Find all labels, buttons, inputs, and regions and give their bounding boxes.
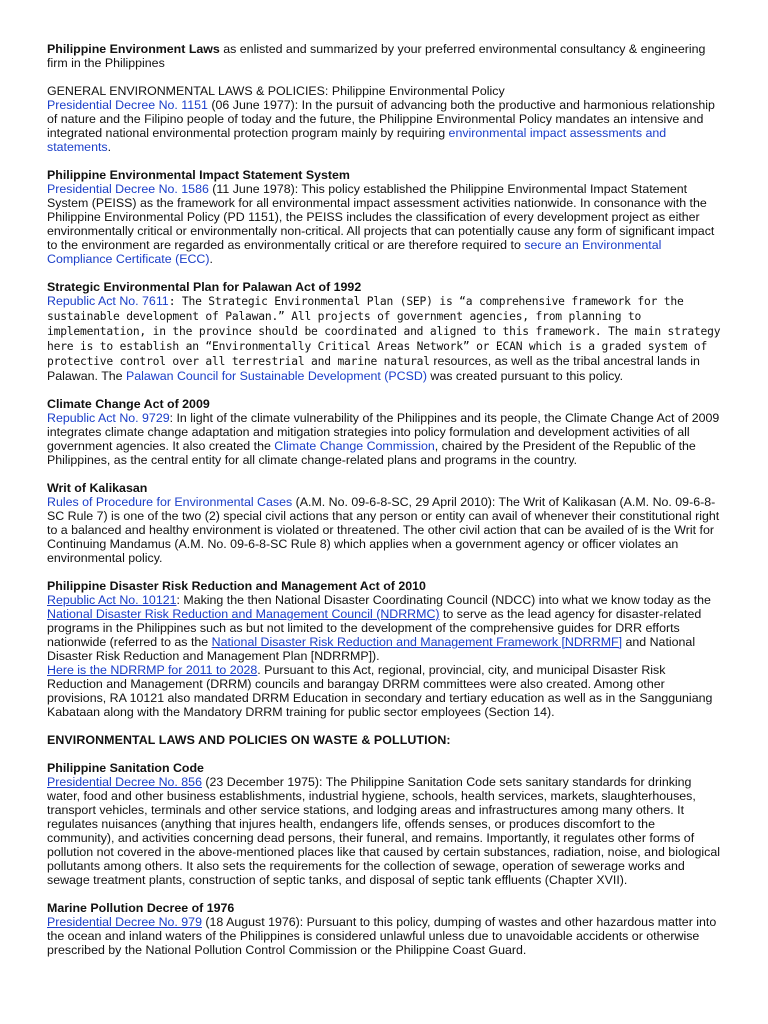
kalikasan-paragraph: Rules of Procedure for Environmental Cases (A.M. No. 09-6-8-SC, 29 April 2010): The Writ of Kalikasan (A.M. No. 09-6-8-SC Rule 7) is one of the two (2) special civil actions that any person or entity can avail of whenever their constitutional right to a balanced and healthy environment is violated or threatened. The other civil action that can be availed of is the Writ for Continuing Mandamus (A.M. No. 09-6-8-SC Rule 8) which applies when a government agency or officer violates an environmental policy. [47,495,720,565]
drrm-heading: Philippine Disaster Risk Reduction and Management Act of 2010 [47,579,426,593]
ra7611-link[interactable]: Republic Act No. 7611 [47,294,169,308]
cca-paragraph: Republic Act No. 9729: In light of the climate vulnerability of the Philippines and its people, the Climate Change Act of 2009 integrates climate change adaptation and mitigation strategies into policy formulation and development activities of all government agencies. It also created the Climate Change Commission, chaired by the President of the Republic of the Philippines, as the central entity for all climate change-related plans and programs in the country. [47,411,720,467]
intro-title: Philippine Environment Laws [47,42,220,56]
peiss-paragraph: Presidential Decree No. 1586 (11 June 1978): This policy established the Philippine Environmental Impact Statement System (PEISS) as the framework for all environmental impact assessment activities nationwide. In consonance with the Philippine Environmental Policy (PD 1151), the PEISS includes the classification of every development project as either environmentally critical or environmentally non-critical. All projects that can potentially cause any form of significant impact to the environment are regarded as environmentally critical or are therefore required to secure an Environmental Compliance Certificate (ECC). [47,182,715,266]
marine-heading: Marine Pollution Decree of 1976 [47,901,235,915]
pcsd-link[interactable]: Palawan Council for Sustainable Development (PCSD) [125,369,427,383]
ndrrmf-link[interactable]: National Disaster Risk Reduction and Management Framework [NDRRMF] [211,635,623,649]
marine-paragraph: Presidential Decree No. 979 (18 August 1976): Pursuant to this policy, dumping of wastes and other hazardous matter into the ocean and inland waters of the Philippines is considered unlawful unless due to unavoidable accidents or otherwise prescribed by the National Pollution Control Commission or the Philippine Coast Guard. [47,915,717,957]
ecc-link[interactable]: secure an Environmental Compliance Certificate (ECC) [47,238,662,266]
section-sep [47,280,722,383]
cca-heading: Climate Change Act of 2009 [47,397,210,411]
section-drrm [47,579,722,719]
section-marine [47,901,722,957]
pd856-link[interactable]: Presidential Decree No. 856 [47,775,202,789]
ndrrmc-link[interactable]: National Disaster Risk Reduction and Management Council (NDRRMC) [47,607,440,621]
sanitation-paragraph: Presidential Decree No. 856 (23 December 1975): The Philippine Sanitation Code sets sanitary standards for drinking water, food and other business establishments, industrial hygiene, schools, health services, markets, slaughterhouses, transport vehicles, terminals and other service stations, and lodging areas and infrastructures among many others. It regulates nuisances (anything that injures health, endangers life, offends senses, or produces discomfort to the community), and activities concerning dead persons, their funeral, and remains. Importantly, it regulates other forms of pollution not covered in the above-mentioned places like that caused by certain substances, radiation, noise, and biological pollutants among others. It also sets the requirements for the collection of sewage, operation of sewerage works and sewage treatment plants, construction of septic tanks, and disposal of septic tank effluents (Chapter XVII). [47,775,720,887]
general-heading: GENERAL ENVIRONMENTAL LAWS & POLICIES: Philippine Environmental Policy [47,84,505,98]
ra10121-link[interactable]: Republic Act No. 10121 [47,593,177,607]
kalikasan-heading: Writ of Kalikasan [47,481,148,495]
section-sanitation [47,761,722,887]
section-kalikasan [47,481,722,565]
section-pd1151 [47,84,722,154]
ra9729-link[interactable]: Republic Act No. 9729 [47,411,170,425]
peiss-heading: Philippine Environmental Impact Statement System [47,168,350,182]
rules-env-cases-link[interactable]: Rules of Procedure for Environmental Cases [47,495,293,509]
intro-paragraph: Philippine Environment Laws as enlisted and summarized by your preferred environmental consultancy & engineering firm in the Philippines [47,42,706,70]
eia-link[interactable]: environmental impact assessments and statements [47,126,667,154]
ndrrmp-link[interactable]: Here is the NDRRMP for 2011 to 2028 [47,663,258,677]
sep-paragraph: Republic Act No. 7611: The Strategic Environmental Plan (SEP) is “a comprehensive framework for the sustainable development of Palawan.” All projects of government agencies, from planning to implementation, in the province should be coordinated and aligned to this framework. The main strategy here is to establish an “Environmentally Critical Areas Network” or ECAN which is a graded system of protective control over all terrestrial and marine natural resources, as well as the tribal ancestral lands in Palawan. The Palawan Council for Sustainable Development (PCSD) was created pursuant to this policy. [47,294,721,383]
section-climate-change [47,397,722,467]
section-peiss [47,168,722,266]
pd1151-paragraph: Presidential Decree No. 1151 (06 June 1977): In the pursuit of advancing both the productive and harmonious relationship of nature and the Filipino people of today and the future, the Philippine Environmental Policy mandates an intensive and integrated national environmental protection program mainly by requiring environmental impact assessments and statements. [47,98,715,154]
ccc-link[interactable]: Climate Change Commission [274,439,435,453]
pd979-link[interactable]: Presidential Decree No. 979 [47,915,202,929]
drrm-paragraph: Republic Act No. 10121: Making the then National Disaster Coordinating Council (NDCC) into what we know today as the National Disaster Risk Reduction and Management Council (NDRRMC) to serve as the lead agency for disaster-related programs in the Philippines such as but not limited to the development of the comprehensive guides for DRR efforts nationwide (referred to as the National Disaster Risk Reduction and Management Framework [NDRRMF] and National Disaster Risk Reduction and Management Plan [NDRRMP]). Here is the NDRRMP for 2011 to 2028. Pursuant to this Act, regional, provincial, city, and municipal Disaster Risk Reduction and Management (DRRM) councils and barangay DRRM committees were also created. Among other provisions, RA 10121 also mandated DRRM Education in secondary and tertiary education as well as in the Sangguniang Kabataan along with the Mandatory DRRM training for public sector employees (Section 14). [47,593,713,719]
sanitation-heading: Philippine Sanitation Code [47,761,204,775]
pd1586-link[interactable]: Presidential Decree No. 1586 [47,182,209,196]
waste-section-heading: ENVIRONMENTAL LAWS AND POLICIES ON WASTE & POLLUTION: [47,733,451,747]
pd1151-link[interactable]: Presidential Decree No. 1151 [47,98,208,112]
sep-heading: Strategic Environmental Plan for Palawan Act of 1992 [47,280,362,294]
